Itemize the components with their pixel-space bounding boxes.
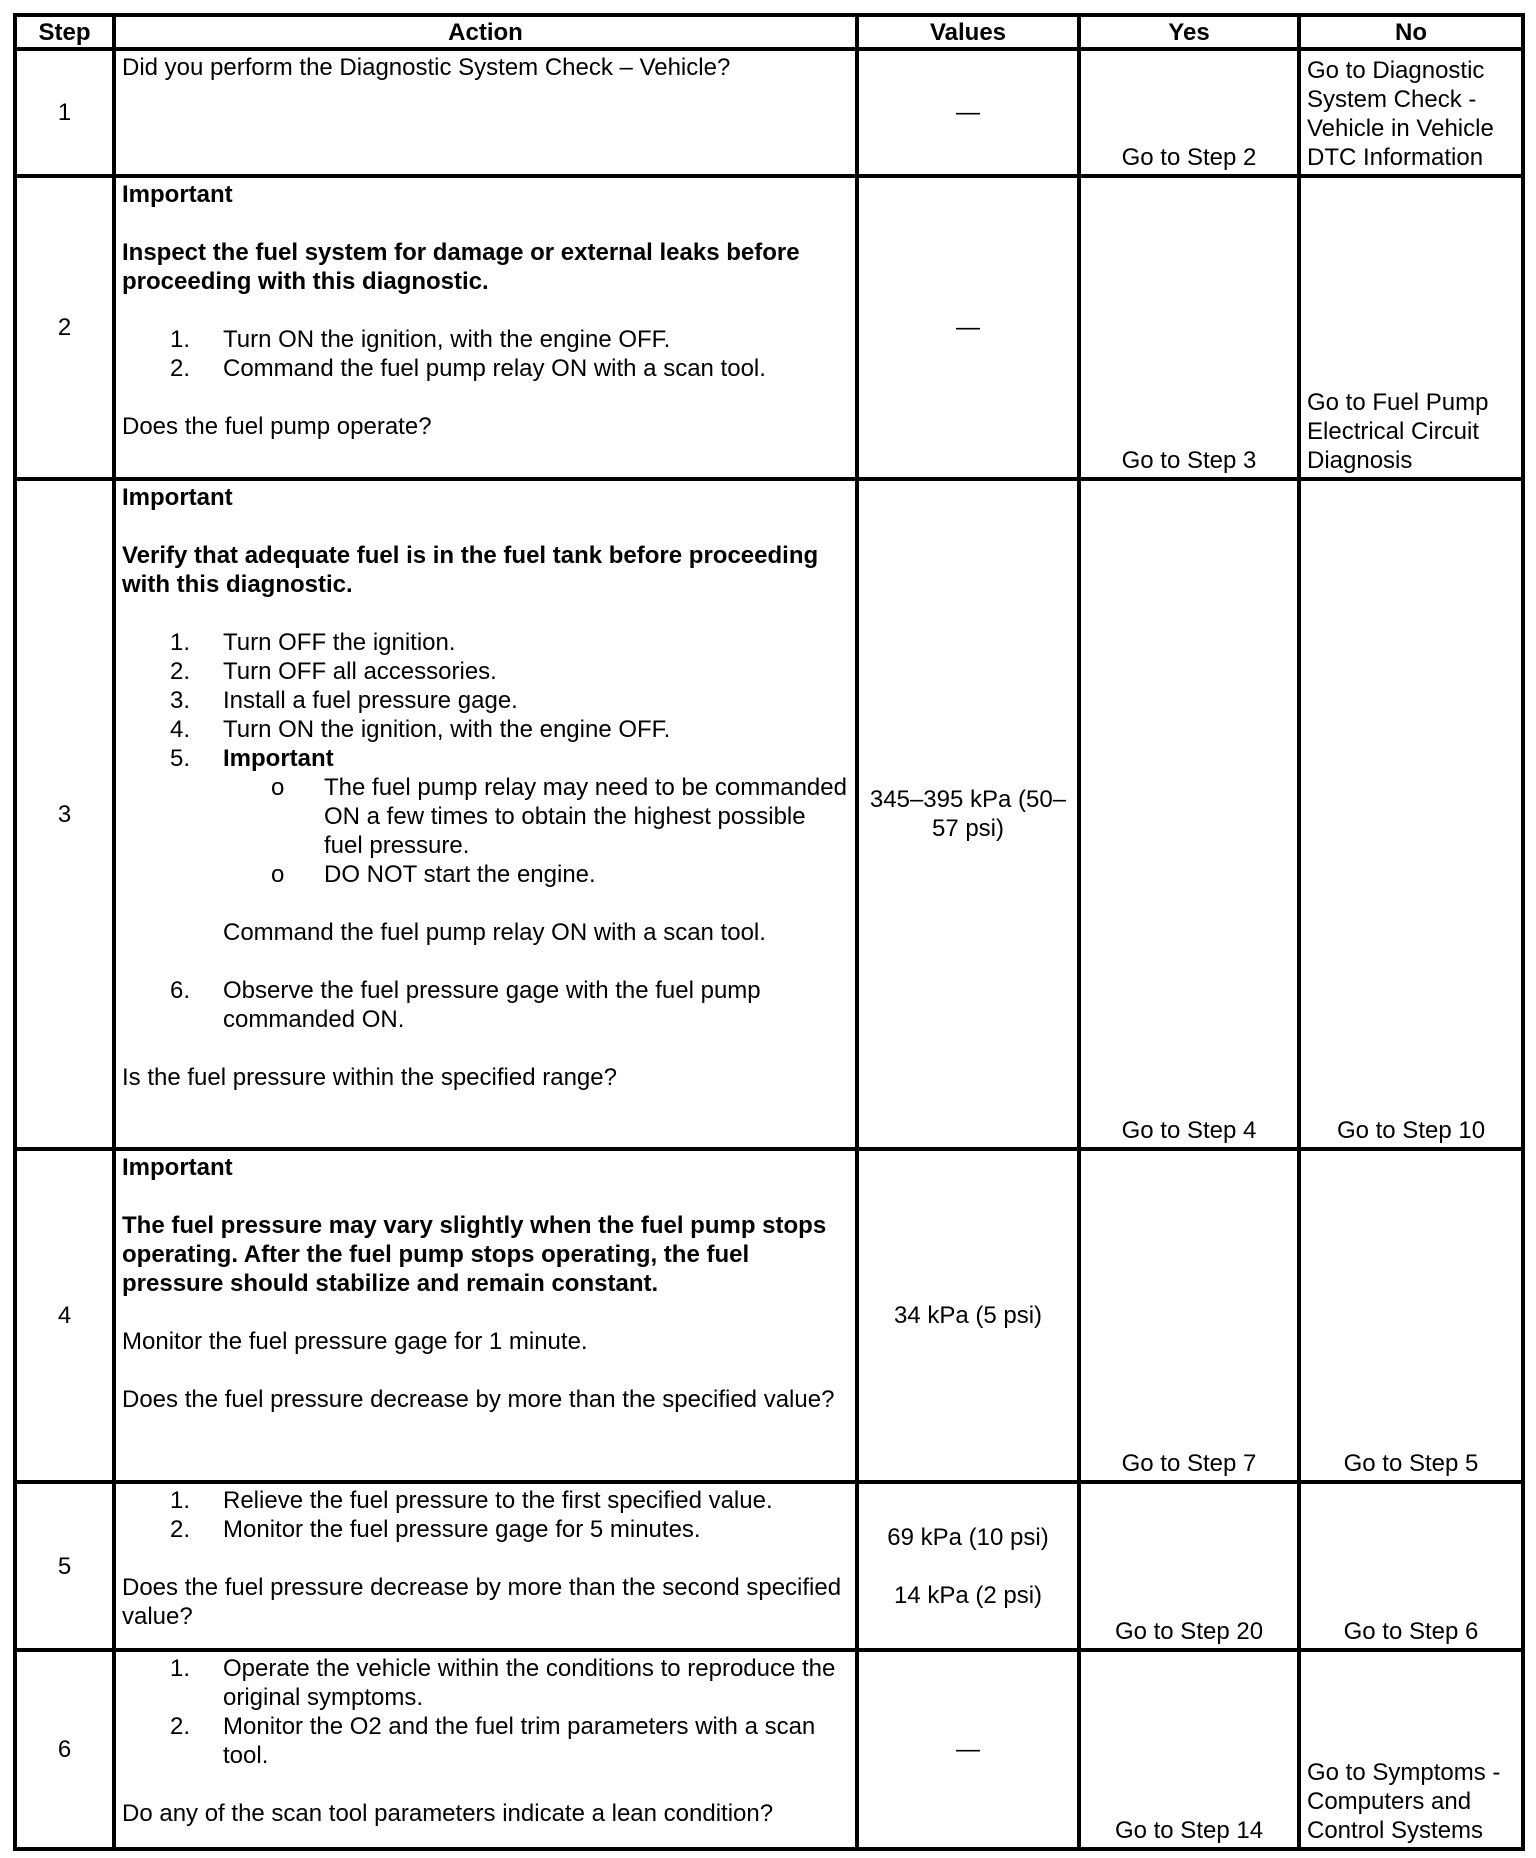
- list-item: 5. Important o The fuel pump relay may need to be commanded ON a few times to obtain the highest possible fuel pressure. o DO NOT start the engine. Command the fuel pump relay ON with a scan tool.: [122, 744, 849, 947]
- no-cell: Go to Step 10: [1299, 479, 1523, 1149]
- header-no: No: [1299, 15, 1523, 49]
- action-cell: [114, 1650, 857, 1849]
- value-second: 14 kPa (2 psi): [893, 1581, 1043, 1609]
- important-text: Verify that adequate fuel is in the fuel tank before proceeding with this diagnostic.: [122, 542, 819, 598]
- value-cell: —: [857, 49, 1079, 176]
- important-label: Important: [122, 1154, 233, 1181]
- header-step: Step: [15, 15, 114, 49]
- action-instruction: Monitor the fuel pressure gage for 1 minute.: [122, 1328, 588, 1355]
- table-row: [15, 49, 1523, 176]
- important-text: The fuel pressure may vary slightly when the fuel pump stops operating. After the fuel pump stops operating, the fuel pressure should stabilize and remain constant.: [122, 1212, 827, 1297]
- step-number: 5: [15, 1482, 114, 1650]
- sub-list: [223, 773, 849, 889]
- table-row: [15, 176, 1523, 479]
- yes-cell: Go to Step 3: [1079, 176, 1299, 479]
- list-item: 2. Monitor the O2 and the fuel trim parameters with a scan tool.: [170, 1713, 816, 1769]
- procedure-list: [122, 1486, 849, 1544]
- no-cell: Go to Diagnostic System Check - Vehicle in Vehicle DTC Information: [1299, 49, 1523, 176]
- action-question: Does the fuel pump operate?: [122, 413, 432, 440]
- step-number: 3: [15, 479, 114, 1149]
- action-cell: [114, 49, 857, 176]
- action-question: Does the fuel pressure decrease by more than the second specified value?: [122, 1574, 842, 1630]
- list-item: 2. Monitor the fuel pressure gage for 5 minutes.: [170, 1516, 701, 1543]
- list-item: 1. Operate the vehicle within the conditions to reproduce the original symptoms.: [170, 1655, 836, 1711]
- yes-cell: Go to Step 7: [1079, 1149, 1299, 1482]
- procedure-list: [122, 1654, 849, 1770]
- action-cell: [114, 479, 857, 1149]
- table-row: [15, 479, 1523, 1149]
- yes-cell: Go to Step 14: [1079, 1650, 1299, 1849]
- yes-cell: Go to Step 20: [1079, 1482, 1299, 1650]
- action-question: Did you perform the Diagnostic System Check – Vehicle?: [122, 54, 731, 81]
- list-item: 1. Turn ON the ignition, with the engine OFF.: [170, 326, 671, 353]
- no-cell: Go to Symptoms - Computers and Control Systems: [1299, 1650, 1523, 1849]
- action-cell: [114, 176, 857, 479]
- action-cell: [114, 1482, 857, 1650]
- header-action: Action: [114, 15, 857, 49]
- action-cell: [114, 1149, 857, 1482]
- action-question: Is the fuel pressure within the specified range?: [122, 1064, 617, 1091]
- list-item: 4. Turn ON the ignition, with the engine OFF.: [170, 716, 671, 743]
- step-number: 2: [15, 176, 114, 479]
- value-cell: 345–395 kPa (50–57 psi): [857, 479, 1079, 1149]
- no-cell: Go to Fuel Pump Electrical Circuit Diagnosis: [1299, 176, 1523, 479]
- list-item: 1. Turn OFF the ignition.: [170, 629, 456, 656]
- yes-cell: Go to Step 2: [1079, 49, 1299, 176]
- header-row: [15, 15, 1523, 49]
- no-cell: Go to Step 6: [1299, 1482, 1523, 1650]
- table-row: [15, 1482, 1523, 1650]
- step5-instruction: Command the fuel pump relay ON with a scan tool.: [223, 919, 766, 946]
- sub-list-item: o DO NOT start the engine.: [271, 861, 596, 888]
- diagnostic-table: [13, 13, 1525, 1851]
- value-cell: 34 kPa (5 psi): [857, 1149, 1079, 1482]
- procedure-list: [122, 628, 849, 947]
- value-cell: —: [857, 176, 1079, 479]
- step-number: 1: [15, 49, 114, 176]
- important-label: Important: [122, 484, 233, 511]
- important-text: Inspect the fuel system for damage or external leaks before proceeding with this diagnostic.: [122, 239, 800, 295]
- action-question: Do any of the scan tool parameters indicate a lean condition?: [122, 1800, 774, 1827]
- list-item: 3. Install a fuel pressure gage.: [170, 687, 518, 714]
- procedure-list: [122, 976, 849, 1034]
- list-item: 2. Command the fuel pump relay ON with a scan tool.: [170, 355, 766, 382]
- value-cell: —: [857, 1650, 1079, 1849]
- header-yes: Yes: [1079, 15, 1299, 49]
- important-label: Important: [122, 181, 233, 208]
- header-values: Values: [857, 15, 1079, 49]
- table-row: [15, 1149, 1523, 1482]
- action-question: Does the fuel pressure decrease by more than the specified value?: [122, 1386, 835, 1413]
- value-first: 69 kPa (10 psi): [887, 1523, 1049, 1551]
- list-item: 6. Observe the fuel pressure gage with the fuel pump commanded ON.: [170, 977, 761, 1033]
- list-item: 2. Turn OFF all accessories.: [170, 658, 497, 685]
- yes-cell: Go to Step 4: [1079, 479, 1299, 1149]
- step-number: 6: [15, 1650, 114, 1849]
- sub-list-item: o The fuel pump relay may need to be commanded ON a few times to obtain the highest possible fuel pressure.: [271, 774, 847, 859]
- no-cell: Go to Step 5: [1299, 1149, 1523, 1482]
- procedure-list: [122, 325, 849, 383]
- value-cell: [857, 1482, 1079, 1650]
- step-number: 4: [15, 1149, 114, 1482]
- table-row: [15, 1650, 1523, 1849]
- list-item: 1. Relieve the fuel pressure to the first specified value.: [170, 1487, 773, 1514]
